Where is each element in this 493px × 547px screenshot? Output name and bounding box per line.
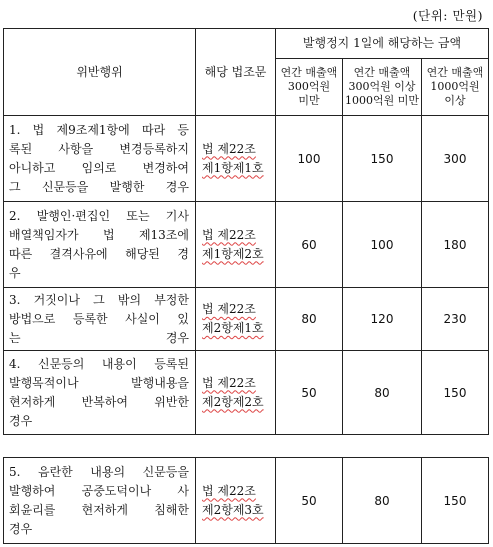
amount-cell-1: 50 xyxy=(276,458,343,544)
amount-cell-3: 180 xyxy=(422,202,489,288)
violation-line: 회윤리를 현저하게 침해한 xyxy=(9,503,189,517)
law-line: 제1항제1호 xyxy=(202,160,264,175)
violation-cell xyxy=(4,202,196,288)
amount-cell-2: 150 xyxy=(343,116,422,202)
amount-cell-1: 100 xyxy=(276,116,343,202)
amount-cell-2: 120 xyxy=(343,288,422,351)
law-cell xyxy=(196,288,276,351)
violation-cell xyxy=(4,458,196,544)
violation-line: 1. 법 제9조제1항에 따라 등 xyxy=(9,123,189,137)
violation-line: 현저하게 반복하여 위반한 xyxy=(9,395,189,409)
header-col3-line1: 연간 매출액 xyxy=(426,66,484,79)
violation-cell xyxy=(4,116,196,202)
amount-cell-1: 60 xyxy=(276,202,343,288)
violation-line: 2. 발행인·편집인 또는 기사 xyxy=(9,209,189,223)
violation-line: 경우 xyxy=(9,522,33,536)
violation-line: 방법으로 등록한 사실이 있 xyxy=(9,312,189,326)
table-row xyxy=(4,351,489,435)
header-col2 xyxy=(343,59,422,116)
table-row xyxy=(4,116,489,202)
law-line: 법 제22조 xyxy=(202,141,256,156)
penalty-table xyxy=(3,28,489,435)
header-col1-line2: 300억원 xyxy=(287,80,331,93)
header-col3 xyxy=(422,59,489,116)
amount-cell-3: 300 xyxy=(422,116,489,202)
header-amount-group: 발행정지 1일에 해당하는 금액 xyxy=(276,29,489,59)
table-row xyxy=(4,288,489,351)
amount-cell-1: 50 xyxy=(276,351,343,435)
header-col1-line1: 연간 매출액 xyxy=(280,66,338,79)
table-row xyxy=(4,458,489,544)
law-line: 제2항제2호 xyxy=(202,394,264,409)
violation-line: 4. 신문등의 내용이 등록된 xyxy=(9,357,189,371)
violation-cell xyxy=(4,288,196,351)
violation-line: 그 신문등을 발행한 경우 xyxy=(9,180,189,194)
violation-line: 3. 거짓이나 그 밖의 부정한 xyxy=(9,293,189,307)
header-violation: 위반행위 xyxy=(4,29,196,116)
header-col2-line3: 1000억원 미만 xyxy=(345,94,419,107)
law-cell xyxy=(196,116,276,202)
header-law: 해당 법조문 xyxy=(196,29,276,116)
header-col2-line2: 300억원 이상 xyxy=(348,80,416,93)
header-row-top xyxy=(4,29,489,59)
violation-line: 는 경우 xyxy=(9,331,189,345)
violation-line: 발행하여 공중도덕이나 사 xyxy=(9,484,189,498)
header-col2-line1: 연간 매출액 xyxy=(353,66,411,79)
law-cell xyxy=(196,351,276,435)
law-cell xyxy=(196,202,276,288)
law-cell xyxy=(196,458,276,544)
table-body xyxy=(4,116,489,435)
violation-cell xyxy=(4,351,196,435)
violation-line: 5. 음란한 내용의 신문등을 xyxy=(9,465,189,479)
law-line: 법 제22조 xyxy=(202,227,256,242)
header-col1 xyxy=(276,59,343,116)
violation-line: 록된 사항을 변경등록하지 xyxy=(9,142,189,156)
amount-cell-3: 230 xyxy=(422,288,489,351)
law-line: 법 제22조 xyxy=(202,375,256,390)
law-line: 제2항제1호 xyxy=(202,321,264,335)
unit-label: (단위: 만원) xyxy=(412,8,483,23)
header-col1-line3: 미만 xyxy=(298,94,320,107)
law-line: 법 제22조 xyxy=(202,483,256,498)
table-body-continued xyxy=(4,458,489,544)
amount-cell-3: 150 xyxy=(422,351,489,435)
amount-cell-2: 80 xyxy=(343,458,422,544)
header-col3-line3: 이상 xyxy=(444,94,466,107)
header-col3-line2: 1000억원 xyxy=(430,80,480,93)
law-line: 제1항제2호 xyxy=(202,246,264,261)
violation-line: 발행목적이나 발행내용을 xyxy=(9,376,189,390)
violation-line: 배열책임자가 법 제13조에 xyxy=(9,228,189,242)
amount-cell-2: 100 xyxy=(343,202,422,288)
violation-line: 아니하고 임의로 변경하여 xyxy=(9,161,189,175)
amount-cell-1: 80 xyxy=(276,288,343,351)
violation-line: 우 xyxy=(9,266,21,280)
penalty-table-continued xyxy=(3,457,489,544)
law-line: 제2항제3호 xyxy=(202,502,264,517)
violation-line: 따른 결격사유에 해당된 경 xyxy=(9,247,189,261)
law-line: 법 제22조 xyxy=(202,302,256,316)
violation-line: 경우 xyxy=(9,414,33,428)
table-row xyxy=(4,202,489,288)
amount-cell-2: 80 xyxy=(343,351,422,435)
amount-cell-3: 150 xyxy=(422,458,489,544)
